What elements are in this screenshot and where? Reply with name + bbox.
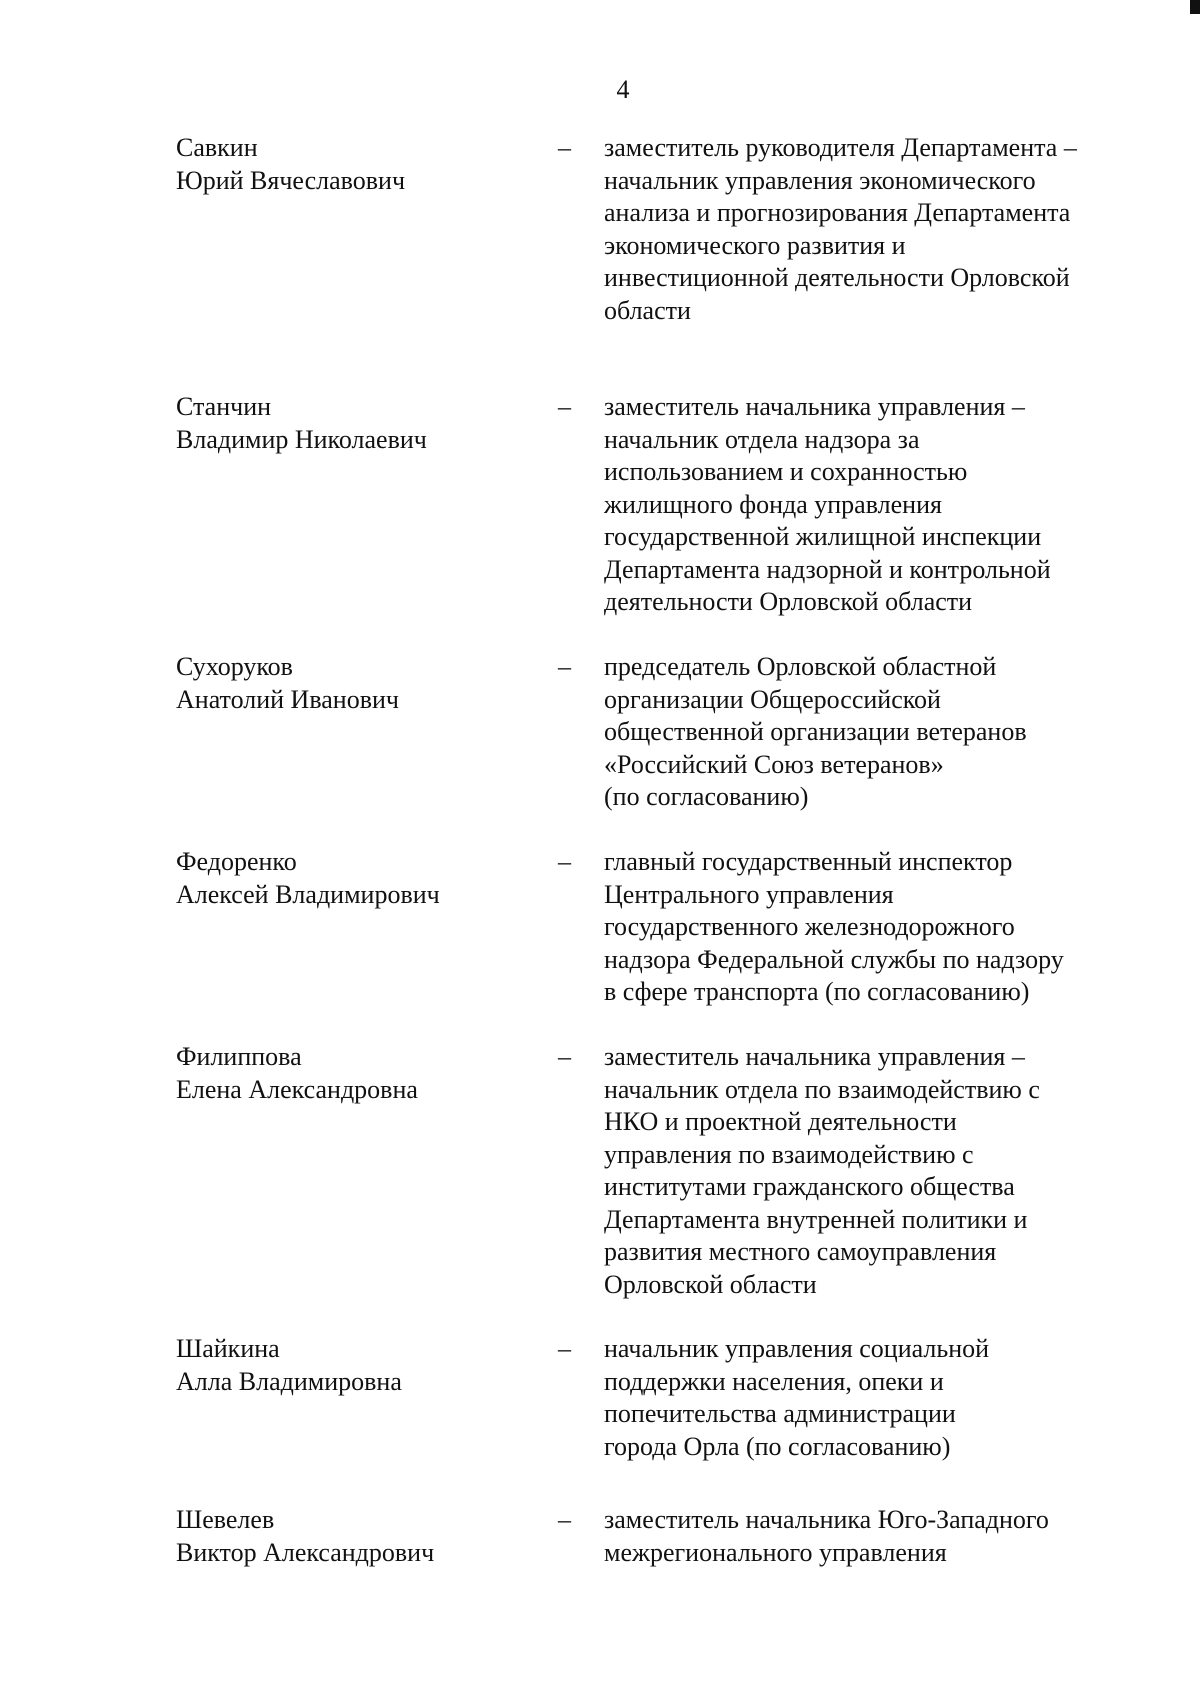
member-position: заместитель начальника управления – начальник отдела по взаимодействию с НКО и проектной деятельности управления по взаимодействию с институтами гражданского общества Департамента внутренней политики и развития местного самоуправления Орловской области (604, 1042, 1040, 1299)
separator-dash: – (558, 652, 571, 681)
member-given-names: Елена Александровна (176, 1074, 418, 1104)
member-surname: Савкин (176, 133, 258, 162)
member-given-names: Алексей Владимирович (176, 879, 440, 909)
separator-dash: – (558, 1042, 571, 1071)
separator-dash: – (558, 133, 571, 162)
member-surname: Федоренко (176, 847, 297, 876)
page-number: 4 (616, 75, 630, 104)
member-name (176, 1504, 434, 1569)
member-given-names: Анатолий Иванович (176, 684, 399, 714)
member-surname: Станчин (176, 392, 272, 421)
separator-dash: – (558, 1505, 571, 1534)
member-position: главный государственный инспектор Центрального управления государственного железнодорожного надзора Федеральной службы по надзору в сфере транспорта (по согласованию) (604, 847, 1064, 1006)
member-name (176, 132, 405, 197)
member-given-names: Владимир Николаевич (176, 424, 427, 454)
scan-edge-mark (1190, 0, 1200, 14)
member-surname: Шайкина (176, 1334, 280, 1363)
member-name (176, 391, 427, 456)
member-position: председатель Орловской областной организации Общероссийской общественной организации ветеранов «Российский Союз ветеранов» (по согласованию) (604, 652, 1027, 811)
member-position: заместитель руководителя Департамента – начальник управления экономического анализа и прогнозирования Департамента экономического развития и инвестиционной деятельности Орловской области (604, 133, 1077, 325)
separator-dash: – (558, 1334, 571, 1363)
separator-dash: – (558, 392, 571, 421)
separator-dash: – (558, 847, 571, 876)
member-given-names: Юрий Вячеславович (176, 165, 406, 195)
member-name (176, 1333, 402, 1398)
member-name (176, 846, 440, 911)
member-surname: Сухоруков (176, 652, 293, 681)
member-name (176, 1041, 418, 1106)
member-surname: Шевелев (176, 1505, 275, 1534)
member-given-names: Виктор Александрович (176, 1537, 435, 1567)
member-position: начальник управления социальной поддержки населения, опеки и попечительства администрации города Орла (по согласованию) (604, 1334, 990, 1461)
member-position: заместитель начальника управления – начальник отдела надзора за использованием и сохранностью жилищного фонда управления государственной жилищной инспекции Департамента надзорной и контрольной деятельности Орловской области (604, 392, 1051, 616)
member-position: заместитель начальника Юго-Западного межрегионального управления (604, 1505, 1049, 1567)
member-surname: Филиппова (176, 1042, 302, 1071)
member-name (176, 651, 399, 716)
member-given-names: Алла Владимировна (176, 1366, 402, 1396)
